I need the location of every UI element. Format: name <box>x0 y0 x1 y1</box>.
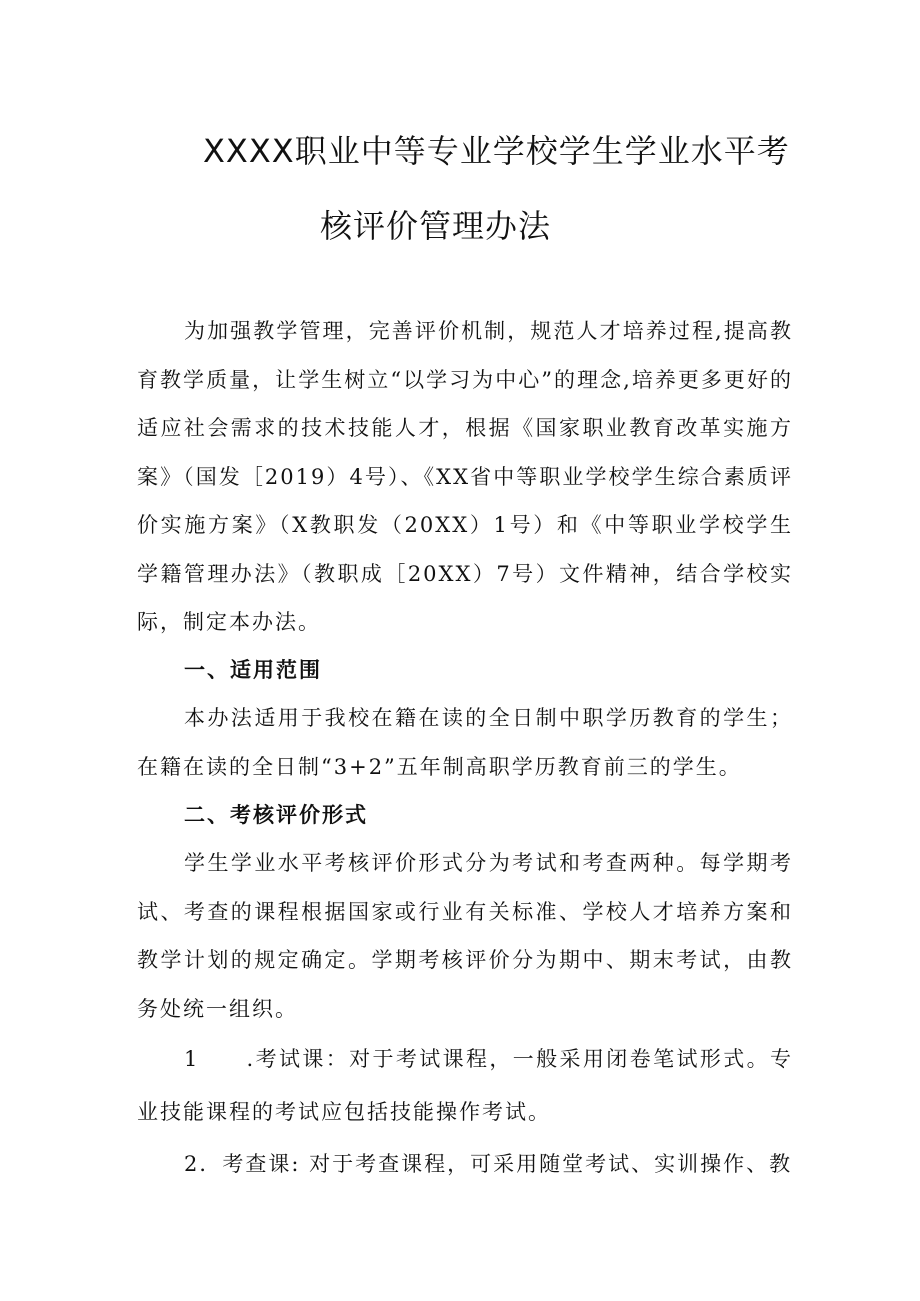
document-title-line-1: XXXX职业中等专业学校学生学业水平考 <box>203 132 790 170</box>
inspection-course-item: 2．考查课: 对于考查课程，可采用随堂考试、实训操作、教 <box>184 1152 793 1176</box>
scope-paragraph: 本办法适用于我校在籍在读的全日制中职学历教育的学生；在籍在读的全日制“3+2”五年制高职学历教育前三的学生。 <box>137 706 793 779</box>
document-title-line-2: 核评价管理办法 <box>320 207 552 245</box>
intro-paragraph: 为加强教学管理，完善评价机制，规范人才培养过程,提高教育教学质量，让学生树立“以学习为中心”的理念,培养更多更好的适应社会需求的技术技能人才，根据《国家职业教育改革实施方案》（国发［2019）4号）、《XX省中等职业学校学生综合素质评价实施方案》（X教职发（20XX）1号）和《中等职业学校学生学籍管理办法》（教职成［20XX）7号）文件精神，结合学校实际，制定本办法。 <box>137 319 793 634</box>
assessment-form-paragraph: 学生学业水平考核评价形式分为考试和考查两种。每学期考试、考查的课程根据国家或行业有关标准、学校人才培养方案和教学计划的规定确定。学期考核评价分为期中、期末考试，由教务处统一组织。 <box>137 851 793 1021</box>
exam-course-item: 1 .考试课：对于考试课程，一般采用闭卷笔试形式。专业技能课程的考试应包括技能操作考试。 <box>137 1047 793 1124</box>
section-heading-assessment-form: 二、考核评价形式 <box>184 803 368 827</box>
section-heading-scope: 一、适用范围 <box>184 658 322 682</box>
